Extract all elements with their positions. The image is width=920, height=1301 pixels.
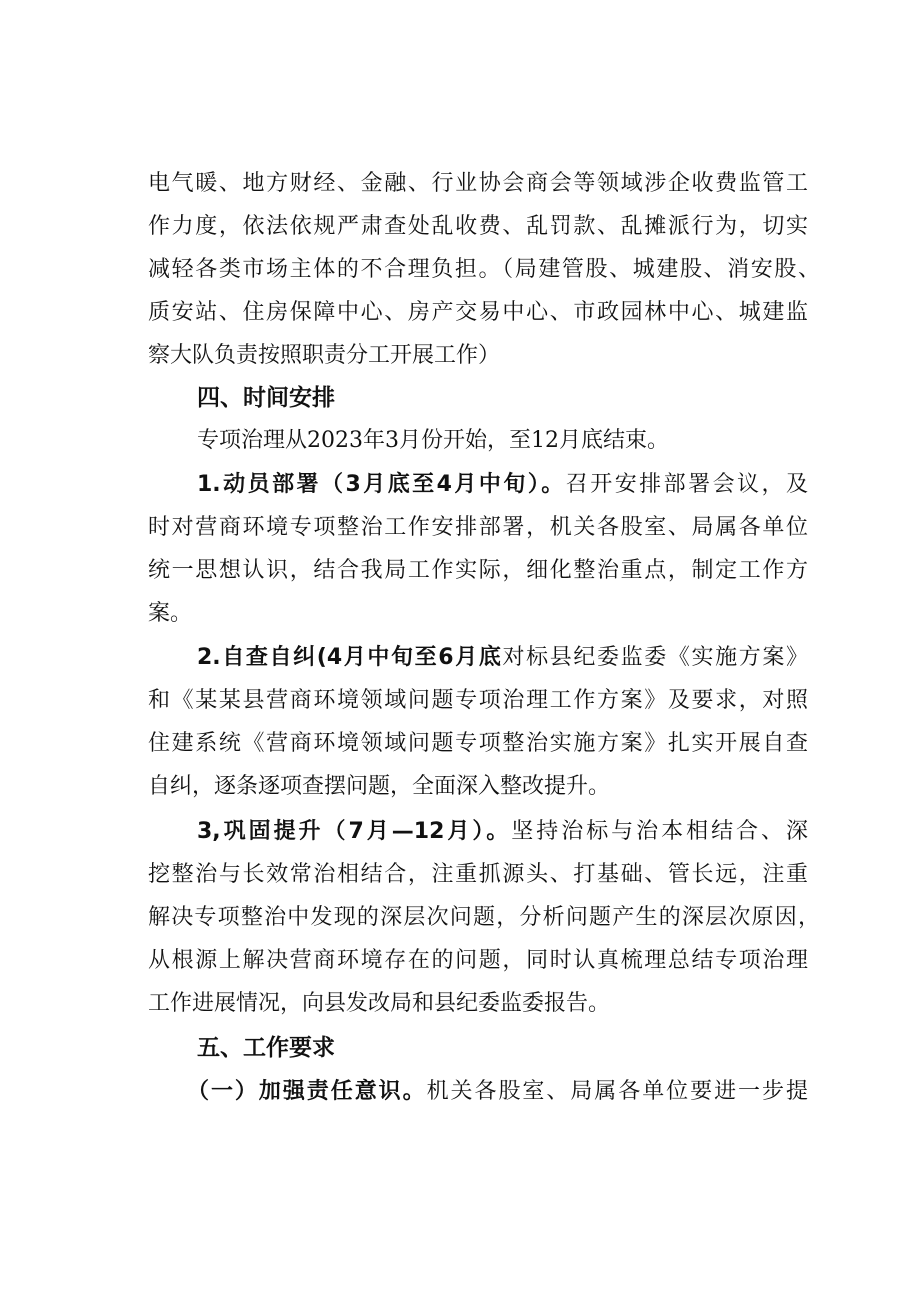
item-2-text: 对标县纪委监委《实施方案》 xyxy=(502,645,808,670)
item-1-title: 1.动员部署（3月底至4月中旬）。 xyxy=(197,472,566,497)
paragraph-line: 质安站、住房保障中心、房产交易中心、市政园林中心、城建监 xyxy=(148,300,808,325)
paragraph-line: 统一思想认识，结合我局工作实际，细化整治重点，制定工作方 xyxy=(148,558,808,583)
item-3-title: 3,巩固提升（7月—12月）。 xyxy=(197,819,512,844)
paragraph-line: 电气暖、地方财经、金融、行业协会商会等领域涉企收费监管工 xyxy=(148,171,808,196)
item-1-first-line xyxy=(197,470,808,500)
item-3-text: 坚持治标与治本相结合、深 xyxy=(511,819,808,844)
item-1-text: 召开安排部署会议，及 xyxy=(565,472,808,497)
paragraph-line: 案。 xyxy=(148,601,193,626)
paragraph-line: 挖整治与长效常治相结合，注重抓源头、打基础、管长远，注重 xyxy=(148,862,808,887)
item-2-title: 2.自查自纠(4月中旬至6月底 xyxy=(197,645,503,670)
item-2-first-line xyxy=(197,643,808,673)
paragraph-line: 作力度，依法依规严肃查处乱收费、乱罚款、乱摊派行为，切实 xyxy=(148,214,808,239)
item-3-first-line xyxy=(197,817,808,847)
paragraph-line: 工作进展情况，向县发改局和县纪委监委报告。 xyxy=(148,991,611,1016)
section-heading-work-requirements: 五、工作要求 xyxy=(197,1035,335,1061)
section-heading-time-schedule: 四、时间安排 xyxy=(197,385,335,411)
paragraph-line: 减轻各类市场主体的不合理负担。（局建管股、城建股、消安股、 xyxy=(148,257,820,282)
paragraph-line: 从根源上解决营商环境存在的问题，同时认真梳理总结专项治理 xyxy=(148,948,808,973)
paragraph-line: 住建系统《营商环境领域问题专项整治实施方案》扎实开展自查 xyxy=(148,731,808,756)
requirement-1-line xyxy=(187,1077,808,1107)
paragraph-line: 自纠，逐条逐项查摆问题，全面深入整改提升。 xyxy=(148,774,611,799)
paragraph-line: 解决专项整治中发现的深层次问题，分析问题产生的深层次原因， xyxy=(148,905,820,930)
paragraph-line: 察大队负责按照职责分工开展工作） xyxy=(148,343,501,368)
paragraph-line: 和《某某县营商环境领域问题专项治理工作方案》及要求，对照 xyxy=(148,688,808,713)
paragraph-line: 时对营商环境专项整治工作安排部署，机关各股室、局属各单位 xyxy=(148,515,808,540)
paragraph-line: 专项治理从2023年3月份开始，至12月底结束。 xyxy=(197,428,669,453)
requirement-1-text: 机关各股室、局属各单位要进一步提 xyxy=(426,1079,808,1104)
requirement-1-title: （一）加强责任意识。 xyxy=(187,1079,427,1104)
